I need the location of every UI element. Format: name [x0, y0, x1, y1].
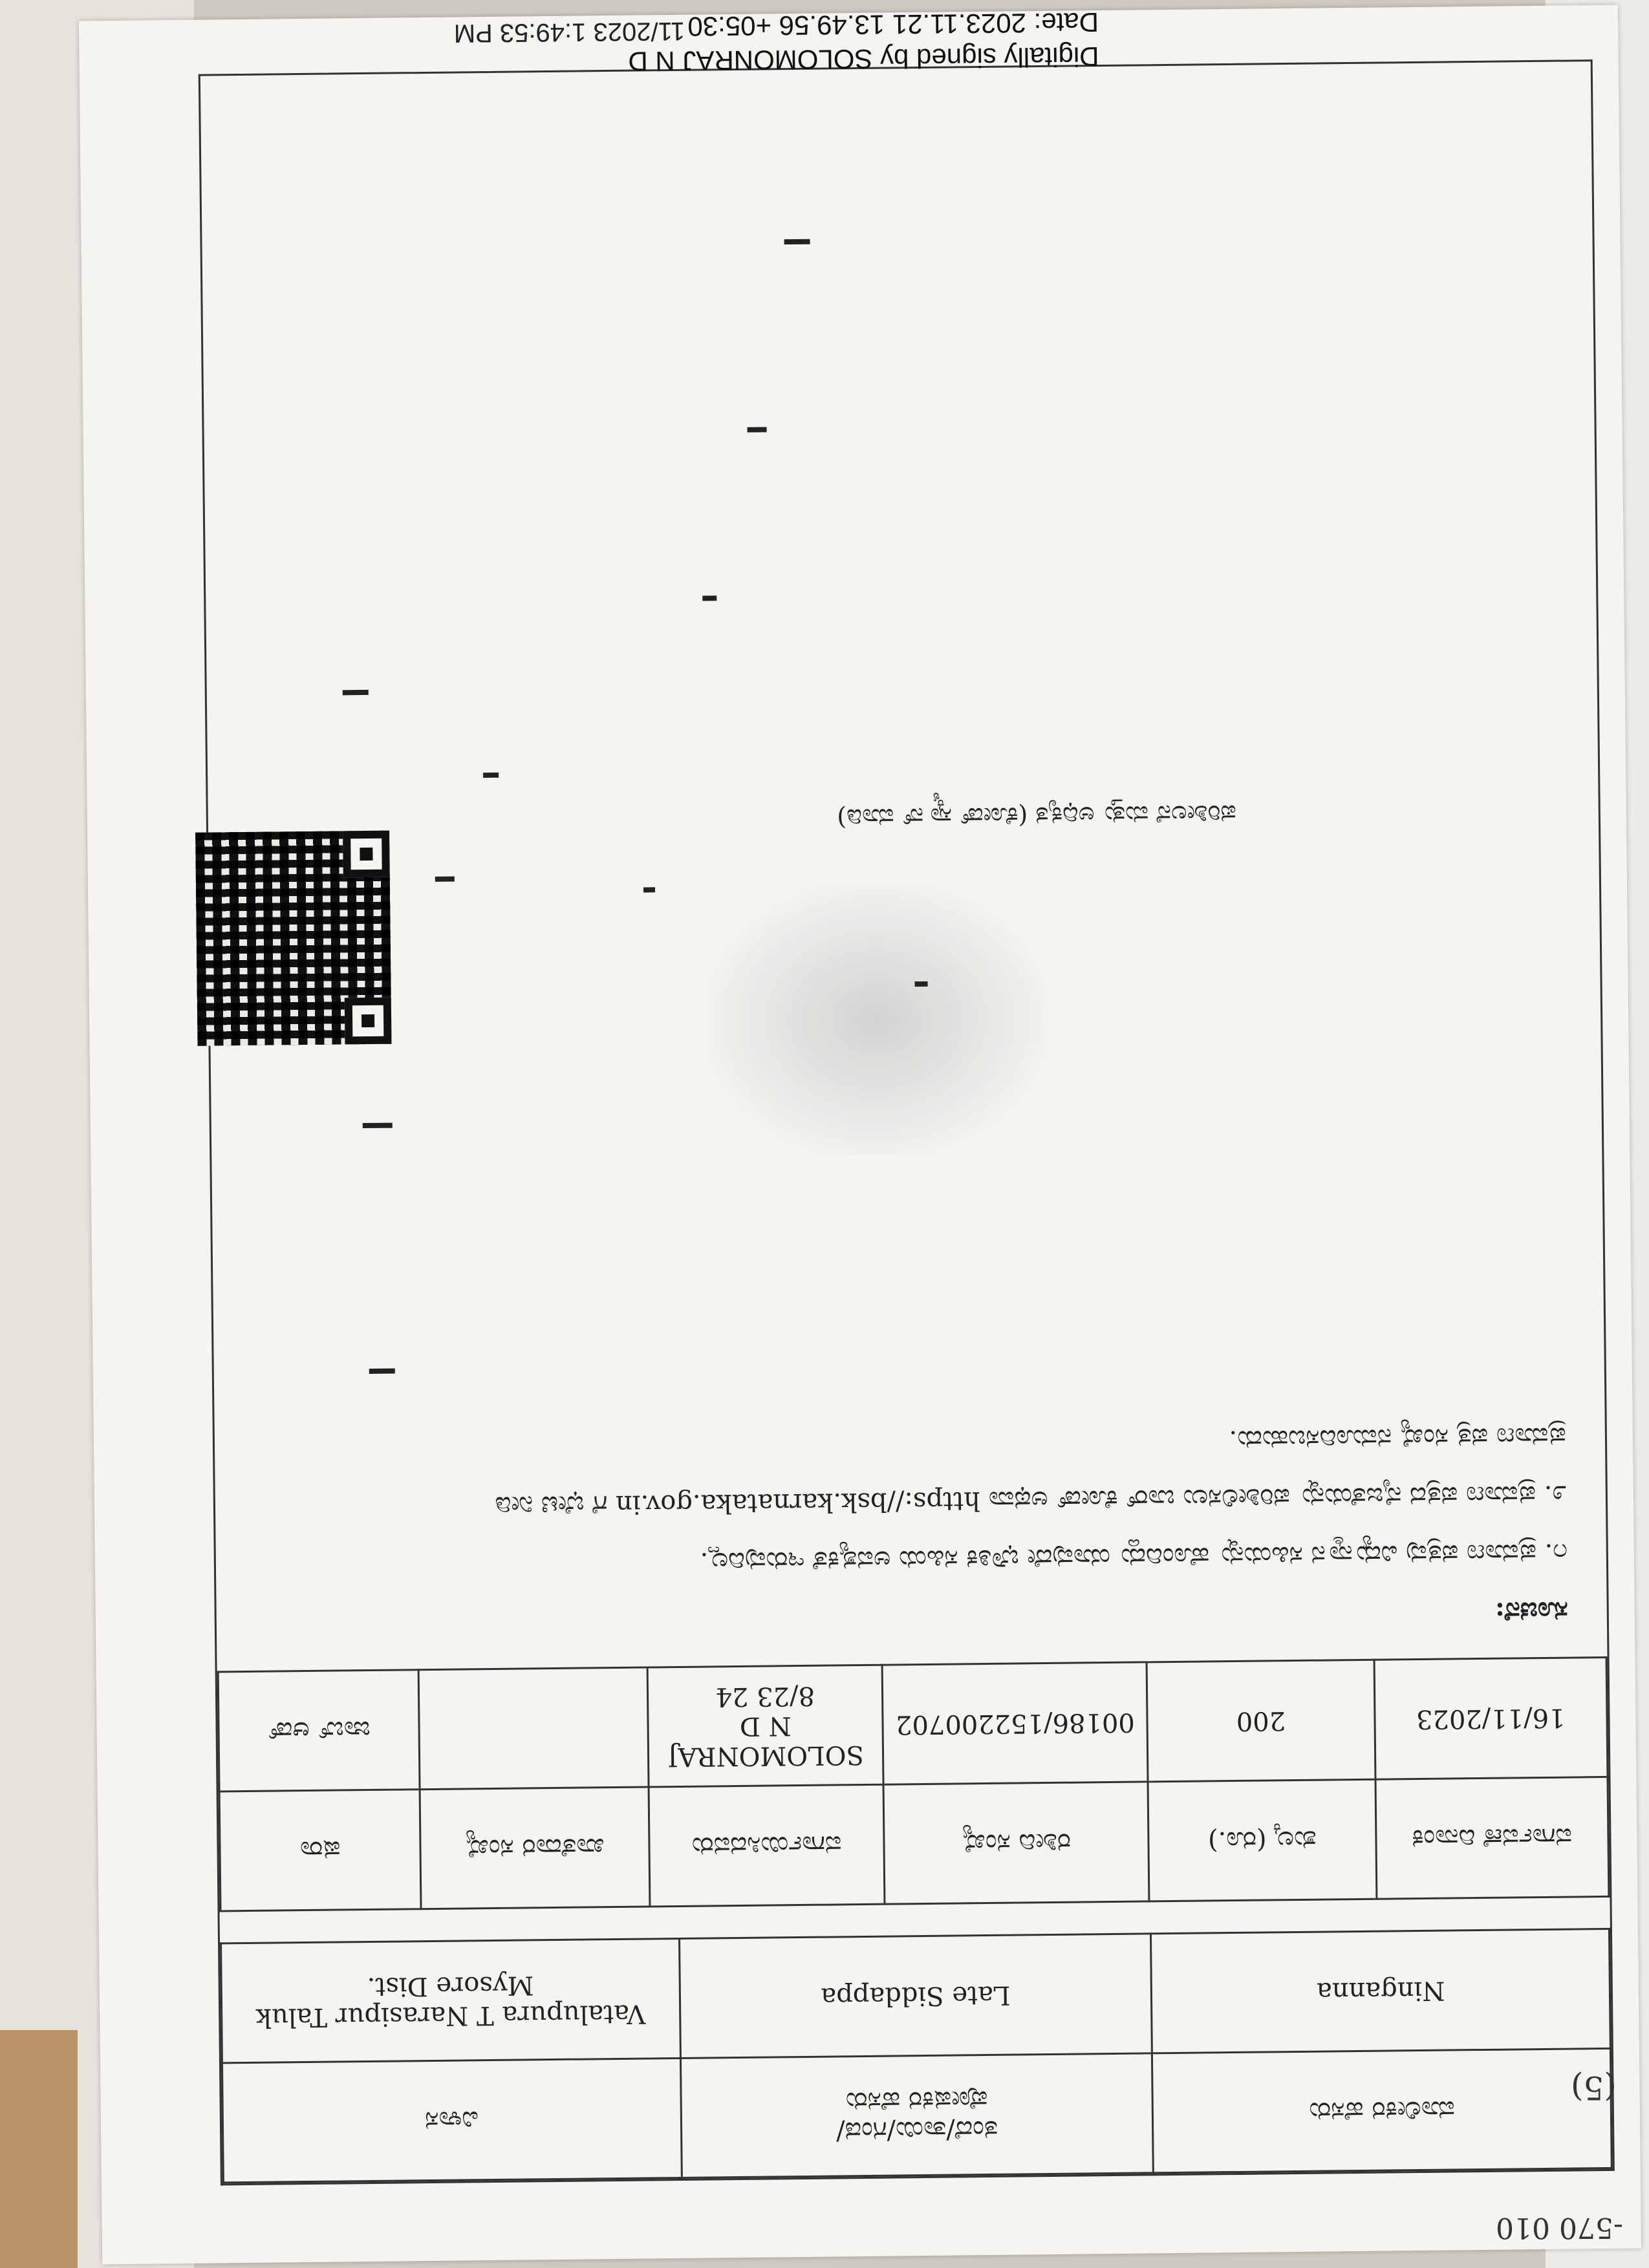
header-amount: ಶುಲ್ಕ (ರೂ.): [1148, 1779, 1376, 1901]
transfer-header-row: [219, 1777, 1609, 1910]
header-officer: ವರ್ಗಾಯಿಸಿದವರು: [649, 1784, 885, 1907]
owner-row: [221, 1929, 1611, 2062]
header-father-name: [680, 2053, 1154, 2178]
transfer-property-number: 8/23 24: [715, 1680, 815, 1712]
header-father-line1: ತಂದೆ/ತಾಯಿ/ಗಂಡ/: [835, 2114, 998, 2146]
header-address: ವಿಳಾಸ: [222, 2058, 681, 2182]
underlying-page-number: (5): [1571, 2069, 1617, 2106]
transfer-officer: [647, 1665, 884, 1787]
signature-line-2: Date: 2023.11.21 13.49.56 +05:30: [687, 7, 1099, 43]
header-remarks: ಷರಾ: [219, 1790, 421, 1911]
table-header-row: [222, 2048, 1611, 2182]
qr-finder-icon: [343, 831, 390, 878]
transfer-amount: 200: [1147, 1660, 1375, 1782]
owner-address: Vatalupura T Narasipur Taluk Mysore Dist.: [221, 1939, 680, 2063]
qr-code[interactable]: [195, 831, 391, 1046]
header-property: ಖಾತೆದಾರ ಸಂಖ್ಯೆ: [420, 1787, 649, 1909]
notes-line-3: ಪ್ರಮಾಣ ಪತ್ರ ಸಂಖ್ಯೆ ನಮೂದಿಸಬಹುದು.: [1229, 1421, 1567, 1455]
document-page: [79, 5, 1641, 2265]
header-father-line2: ಪೋಷಕರ ಹೆಸರು: [845, 2085, 988, 2117]
header-receipt: ರಶೀದಿ ಸಂಖ್ಯೆ: [884, 1782, 1150, 1904]
qr-caption: ಪರಿಶೀಲನೆ ಮತ್ತು ಅಧಿಕೃತ (ಕೋಡ್ ಸ್ಕ್ಯಾನ್ ಮಾಡಿ): [837, 799, 1237, 833]
state-emblem-watermark: [707, 882, 1046, 1157]
qr-finder-icon: [345, 998, 392, 1045]
notes-line-1: ೧. ಪ್ರಮಾಣ ಪತ್ರವು ವಿದ್ಯುನ್ಮಾನ ಸಹಿಯನ್ನು ಹೊಂದಿದ್ದು ಯಾವುದೇ ಭೌತಿಕ ಸಹಿಯ ಅವಶ್ಯಕತೆ ಇರುವುದಿಲ್ಲ.: [700, 1537, 1568, 1577]
transfer-receipt-number: 00186/152200702: [895, 1707, 1136, 1740]
header-date: ವರ್ಗಾವಣೆ ದಿನಾಂಕ: [1375, 1777, 1609, 1899]
table-surface: [0, 2030, 78, 2268]
notes-heading: ಸೂಚನೆ:: [1494, 1596, 1569, 1627]
signature-timestamp: 11/2023 1:49:53 PM: [453, 16, 685, 48]
transfer-officer-name: SOLOMONRAJ N D: [667, 1711, 865, 1772]
signature-line-1: Digitally signed by SOLOMONRAJ N D: [628, 41, 1099, 77]
digital-signature: [628, 5, 1099, 78]
owner-name: Ninganna: [1151, 1929, 1610, 2053]
document-content-rotated: [79, 5, 1641, 2265]
transfer-property: [419, 1667, 649, 1790]
underlying-page-code: -570 010: [1496, 2211, 1623, 2244]
header-owner-name: ಮಾಲೀಕರ ಹೆಸರು: [1152, 2048, 1611, 2172]
owner-father: Late Siddappa: [679, 1934, 1152, 2059]
transfer-date: 16/11/2023: [1374, 1657, 1608, 1779]
transfer-table: [217, 1656, 1610, 1912]
notes-section: [240, 1400, 1568, 1647]
document-frame: [199, 7, 1615, 2185]
transfer-row: [218, 1657, 1608, 1791]
transfer-remarks: ಜಾಬ್ ಆಡ್: [218, 1670, 420, 1792]
ownership-table: [220, 1928, 1613, 2183]
transfer-receipt: [883, 1662, 1148, 1784]
notes-line-2: ೨. ಪ್ರಮಾಣ ಪತ್ರದ ನೈಜತೆಯನ್ನು ಪರಿಶೀಲಿಸಲು ಬಾರ್ ಕೋಡ್ ಅಥವಾ https://bsk.karnataka.gov.in ಗೆ ಭೇಟಿ ನೀಡಿ: [495, 1479, 1568, 1521]
